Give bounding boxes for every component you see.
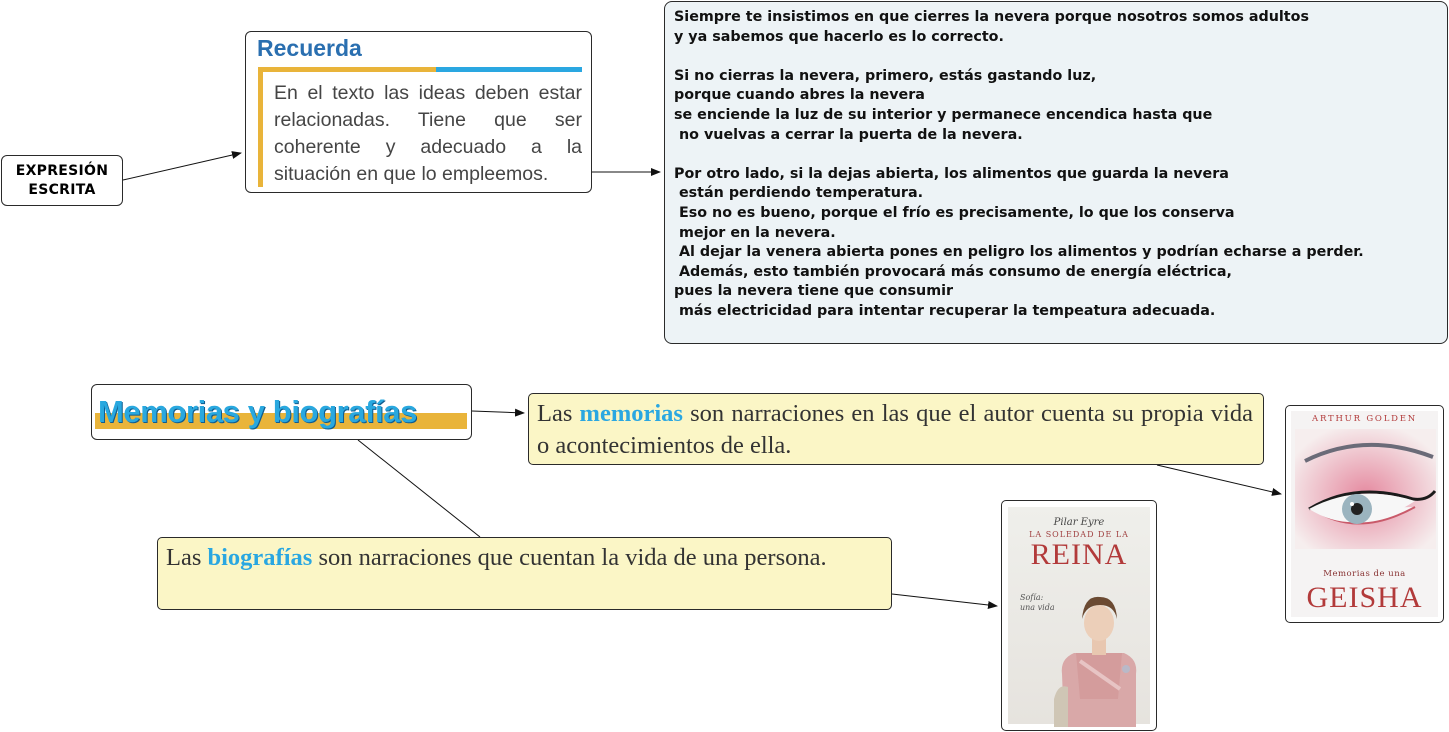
expresion-escrita-node[interactable] [1,155,123,206]
memorias-definition-node[interactable] [528,393,1264,465]
geisha-eye-illustration [1295,429,1436,549]
connector-title-to-biografias [358,440,480,537]
memorias-biografias-title-node[interactable] [91,384,472,440]
queen-portrait-illustration [1054,579,1144,727]
memorias-def-text: son narraciones en las que el autor cuenta su propia vida o acontecimientos de ella. [537,400,1253,459]
reina-subtitle: LA SOLEDAD DE LA [1029,530,1129,539]
memorias-def-prefix: Las [537,400,580,427]
reina-cover-art [1008,507,1150,724]
biografias-keyword: biografías [207,544,313,571]
geisha-author: ARTHUR GOLDEN [1312,414,1417,424]
connector-expresion-to-recuerda [123,153,241,180]
recuerda-accent-bar [258,67,436,72]
memorias-biografias-title: Memorias y biografías [98,394,417,429]
geisha-subtitle: Memorias de una [1323,569,1406,579]
fridge-text-node[interactable] [664,1,1448,344]
book-cover-la-soledad-de-la-reina[interactable] [1001,500,1157,731]
expresion-escrita-label: EXPRESIÓN ESCRITA [15,162,109,198]
recuerda-node[interactable] [245,31,592,193]
geisha-cover-art [1291,411,1438,617]
reina-tagline: Sofía: una vida [1020,593,1055,612]
book-cover-memorias-de-una-geisha[interactable] [1285,405,1444,623]
memorias-keyword: memorias [579,400,683,427]
recuerda-side-bar [258,67,263,187]
connector-memorias-to-geisha [1157,465,1281,494]
connector-title-to-memorias [472,411,524,413]
biografias-def-prefix: Las [166,544,208,571]
recuerda-title: Recuerda [257,35,362,61]
recuerda-accent-bar-blue [436,67,582,72]
recuerda-text: En el texto las ideas deben estar relacionadas. Tiene que ser coherente y adecuado a la situación en que lo empleemos. [274,82,582,185]
geisha-title: GEISHA [1306,581,1423,614]
biografias-def-text: son narraciones que cuentan la vida de una persona. [312,544,827,571]
connector-biografias-to-reina [892,594,997,606]
reina-author: Pilar Eyre [1053,517,1105,528]
biografias-definition-node[interactable] [157,537,892,610]
fridge-text: Siempre te insistimos en que cierres la nevera porque nosotros somos adultos y ya sabemos que hacerlo es lo correcto. Si no cierras la nevera, primero, estás gastando luz, porque cuando abres la nevera se enciende la luz de su interior y permanece encendica hasta que no vuelvas a cerrar la puerta de la nevera. Por otro lado, si la dejas abierta, los alimentos que guarda la nevera están perdiendo temperatura. Eso no es bueno, porque el frío es precisamente, lo que los conserva mejor en la nevera. Al dejar la venera abierta pones en peligro los alimentos y podrían echarse a perder. Además, esto también provocará más consumo de energía eléctrica, pues la nevera tiene que consumir más electricidad para intentar recuperar la tempeatura adecuada. [674,9,1364,319]
reina-title: REINA [1030,538,1128,571]
